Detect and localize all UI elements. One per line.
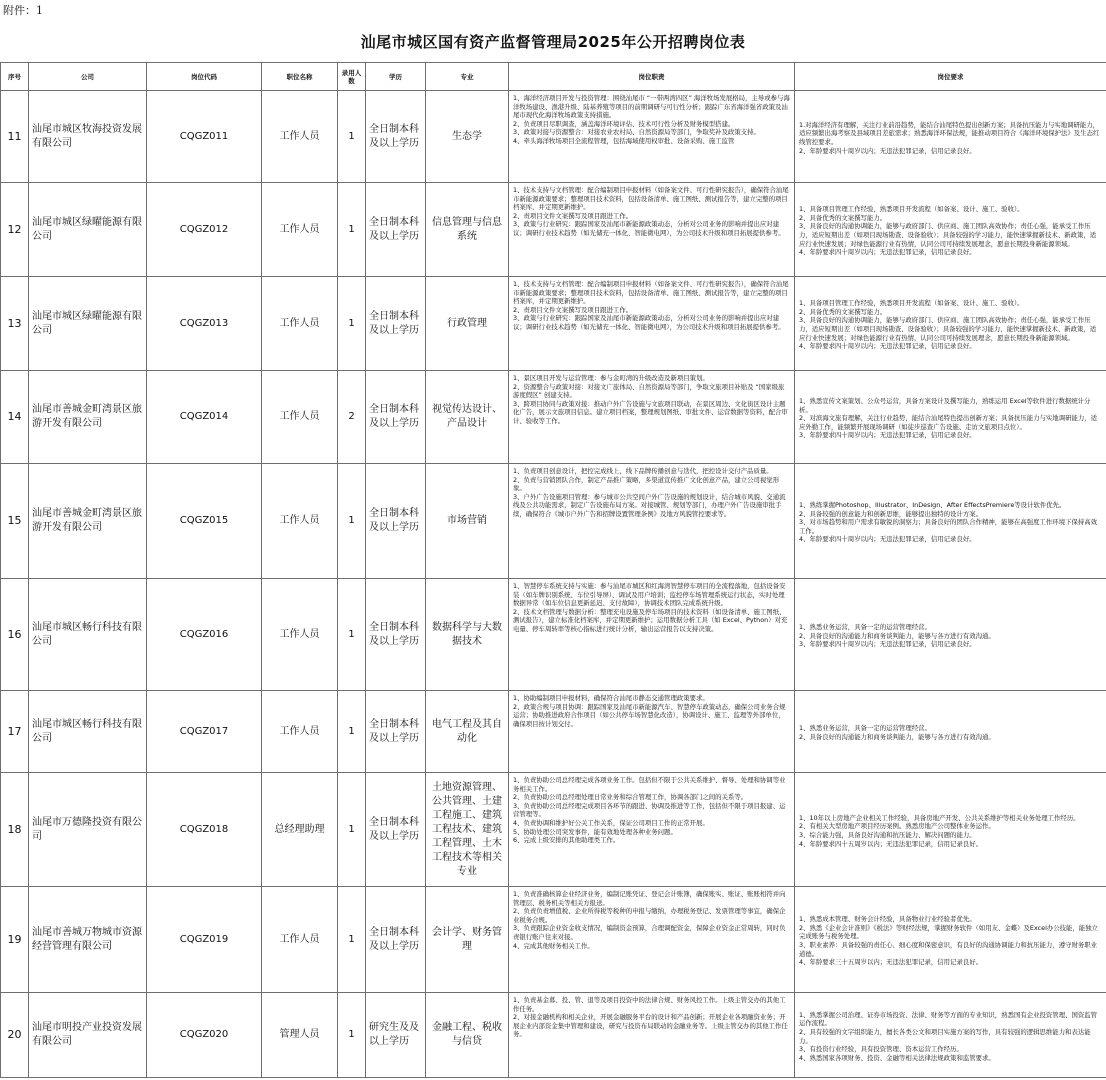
col-header-duties: 岗位职责 <box>509 63 795 91</box>
row-number: 11 <box>1 91 29 183</box>
education-cell: 全日制本科及以上学历 <box>366 691 426 773</box>
row-number: 14 <box>1 371 29 464</box>
hire-count-cell: 2 <box>338 371 366 464</box>
company-cell: 汕尾市城区畅行科技有限公司 <box>29 691 147 773</box>
education-cell: 全日制本科及以上学历 <box>366 579 426 691</box>
table-row <box>1 993 1106 1078</box>
education-cell: 全日制本科及以上学历 <box>366 464 426 579</box>
attachment-label: 附件：1 <box>3 4 43 17</box>
requirements-cell: 1、熟练掌握Photoshop、Illustrator、InDesign、After EffectsPremiere等设计软件优先。 2、具备较强的创意能力和创新思维，能够提出独特的设计方案。 3、对市场趋势和用户需求有敏锐的洞察力；具备良好的团队合作精神，能够在高强度工作环境下保持高效工作。 4、年龄要求四十周岁以内；无违法犯罪记录，信用记录良好。 <box>795 464 1106 579</box>
requirements-cell: 1、具备项目管理工作经验，熟悉项目开发流程（如备案、设计、施工、验收）。 2、具备优秀的文案撰写能力。 3、具备良好的沟通协调能力，能够与政府部门、供应商、施工团队高效协作；责任心强，能承受工作压力，适应短期出差（如项目现场勘查、设备验收）；具备较强的学习能力，能快速掌握新技术、新政策，适应行业快速发展；对绿色能源行业有热情，认同公司可持续发展理念，愿意长期投身新能源领域。 4、年龄要求四十周岁以内；无违法犯罪记录，信用记录良好。 <box>795 277 1106 371</box>
education-cell: 全日制本科及以上学历 <box>366 183 426 277</box>
position-name-cell: 工作人员 <box>262 579 338 691</box>
company-cell: 汕尾市明投产业投资发展有限公司 <box>29 993 147 1078</box>
position-code-cell: CQGZ011 <box>147 91 262 183</box>
col-header-code: 岗位代码 <box>147 63 262 91</box>
table-header-row <box>1 63 1106 91</box>
duties-cell: 1、协助编制项目申报材料，确保符合汕尾市静态交通管理政策要求。 2、政策合规与项目协调：跟踪国家及汕尾市新能源汽车、智慧停车政策动态，确保公司业务合规运营；协助推进政府合作项目（如公共停车场智慧化改造），协调设计、施工、监理等外部单位，确保项目按计划交付。 <box>509 691 795 773</box>
position-name-cell: 工作人员 <box>262 464 338 579</box>
table-row <box>1 371 1106 464</box>
col-header-count: 录用人数 <box>338 63 366 91</box>
row-number: 12 <box>1 183 29 277</box>
requirements-cell: 1.对海洋经济有理解，关注行业前沿趋势，能结合汕尾特色提出创新方案；具备抗压能力与实地调研能力，适应频繁出海考察及县域项目差旅需求；熟悉海洋环保法规，能推动项目符合《海洋环境保护法》及生态红线管控要求。 2、年龄要求四十周岁以内；无违法犯罪记录，信用记录良好。 <box>795 91 1106 183</box>
row-number: 16 <box>1 579 29 691</box>
page-title: 汕尾市城区国有资产监督管理局2025年公开招聘岗位表 <box>360 33 746 51</box>
table-row <box>1 91 1106 183</box>
col-header-no: 序号 <box>1 63 29 91</box>
duties-cell: 1、负责准确核算企业经济业务，编制记账凭证、登记会计账簿，确保账实、账证、账账相符并向管理层、税务机关等相关方报送。 2、负责负责增值税、企业所得税等税种的申报与缴纳，办理税务登记、发票管理等事宜，确保企业税务合规。 3、负责跟踪企业资金收支情况，编制资金预算，合理调配资金，保障企业资金正常周转，同时负责银行账户往来对接。 4、完成其他财务相关工作。 <box>509 887 795 993</box>
col-header-major: 专业 <box>426 63 509 91</box>
education-cell: 全日制本科及以上学历 <box>366 91 426 183</box>
major-cell: 视觉传达设计、产品设计 <box>426 371 509 464</box>
education-cell: 研究生及及以上学历 <box>366 993 426 1078</box>
company-cell: 汕尾市城区绿曜能源有限公司 <box>29 183 147 277</box>
company-cell: 汕尾市善城万物城市资源经营管理有限公司 <box>29 887 147 993</box>
row-number: 15 <box>1 464 29 579</box>
col-header-position: 职位名称 <box>262 63 338 91</box>
position-name-cell: 工作人员 <box>262 887 338 993</box>
education-cell: 全日制本科及以上学历 <box>366 371 426 464</box>
table-row <box>1 887 1106 993</box>
education-cell: 全日制本科及以上学历 <box>366 887 426 993</box>
company-cell: 汕尾市城区畅行科技有限公司 <box>29 579 147 691</box>
position-code-cell: CQGZ019 <box>147 887 262 993</box>
major-cell: 电气工程及其自动化 <box>426 691 509 773</box>
position-code-cell: CQGZ016 <box>147 579 262 691</box>
requirements-cell: 1、熟悉掌握公司治理、证券市场投资、法律、财务等方面的专业知识，熟悉国有企业投资管理、国资监管运作流程。 2、具有较强的文字组织能力，擅长各类公文和项目实施方案的写作，具有较强的逻辑思维能力和表达能力。 3、有投资行业经验，具有投资管理、资本运营工作经历。 4、熟悉国家各项财务、投资、金融等相关法律法规政策和监管要求。 <box>795 993 1106 1078</box>
position-name-cell: 管理人员 <box>262 993 338 1078</box>
position-code-cell: CQGZ017 <box>147 691 262 773</box>
table-row <box>1 183 1106 277</box>
major-cell: 市场营销 <box>426 464 509 579</box>
position-name-cell: 工作人员 <box>262 691 338 773</box>
position-code-cell: CQGZ015 <box>147 464 262 579</box>
position-code-cell: CQGZ012 <box>147 183 262 277</box>
requirements-cell: 1、熟悉宣传文案策划、公众号运营，具备方案设计及撰写能力，熟练运用 Excel等软件进行数据统计分析。 2、对滨海文旅有理解，关注行业趋势，能结合汕尾特色提出创新方案；具备抗压能力与实地调研能力，适应外勤工作，能频繁开展现场调研（如徒步巡查广告设施、走访文旅项目点位）。 3、年龄要求四十周岁以内；无违法犯罪记录，信用记录良好。 <box>795 371 1106 464</box>
duties-cell: 1、负责基金募、投、管、退等及项目投资中的法律合规、财务风控工作。上级主管交办的其他工作任务。 2、对接金融机构和相关企业，开展金融服务平台的设计和产品创新；开展企业各项融资业务；开展企业内部资金集中管理和建设，研究与投资布局联动的金融业务等。上级主管交办的其他工作任务。 <box>509 993 795 1078</box>
major-cell: 生态学 <box>426 91 509 183</box>
requirements-cell: 1、熟悉成本管理、财务会计经验，具备物业行业经验者优先。 2、熟悉《企业会计准则》《税法》等财经法规，掌握财务软件（如用友、金蝶）及Excel办公技能，能独立完成账务与税务处理。 3、职业素养：具备较强的责任心、细心度和保密意识，有良好的沟通协调能力和抗压能力，遵守财务职业道德。 4、年龄要求三十五周岁以内；无违法犯罪记录，信用记录良好。 <box>795 887 1106 993</box>
table-row <box>1 277 1106 371</box>
hire-count-cell: 1 <box>338 579 366 691</box>
major-cell: 数据科学与大数据技术 <box>426 579 509 691</box>
requirements-cell: 1、熟悉业务运营，具备一定的运营管理经营。 2、具备良好的沟通能力和商务谈判能力，能够与各方进行有效沟通。 <box>795 691 1106 773</box>
hire-count-cell: 1 <box>338 277 366 371</box>
position-code-cell: CQGZ018 <box>147 773 262 887</box>
row-number: 19 <box>1 887 29 993</box>
table-row <box>1 579 1106 691</box>
position-code-cell: CQGZ020 <box>147 993 262 1078</box>
table-row <box>1 464 1106 579</box>
hire-count-cell: 1 <box>338 183 366 277</box>
duties-cell: 1、负责协助公司总经理完成各项业务工作。包括但不限于公共关系维护、督导、处理和协调等业务相关工作。 2、负责协助公司总经理处理日常业务和综合管理工作，协调各部门之间的关系等。 3、负责协助公司总经理完成项目各环节的跟进、协调及推进等工作，包括但不限于项目报建、运营管理等。 4、负责协调和维护好公关工作关系，保证公司项目工作的正常开展。 5、协助处理公司突发事件，能有效地处理各种业务问题。 6、完成上级安排的其他助理类工作。 <box>509 773 795 887</box>
row-number: 17 <box>1 691 29 773</box>
col-header-requirements: 岗位要求 <box>795 63 1106 91</box>
major-cell: 金融工程、税收与信贷 <box>426 993 509 1078</box>
position-code-cell: CQGZ014 <box>147 371 262 464</box>
position-name-cell: 工作人员 <box>262 183 338 277</box>
major-cell: 会计学、财务管理 <box>426 887 509 993</box>
row-number: 20 <box>1 993 29 1078</box>
duties-cell: 1、技术支持与文档管理：配合编制项目申报材料（如备案文件、可行性研究报告），确保符合汕尾市新能源政策要求；整理项目技术资料，包括设备清单、施工图纸、测试报告等，建立完整的项目档案库，并定期更新维护。 2、责项目文件文案撰写及项目跟进工作。 3、政策与行业研究：跟踪国家及汕尾市新能源政策动态，分析对公司业务的影响并提出应对建议；调研行业技术趋势（如光储充一体化、智能微电网），为公司技术升级和项目拓展提供参考。 <box>509 277 795 371</box>
position-code-cell: CQGZ013 <box>147 277 262 371</box>
duties-cell: 1、智慧停车系统支持与实施：参与汕尾市城区和红海湾智慧停车项目的全流程落地，包括设备安装（如车牌识别系统、车位引导屏）、调试及用户培训；监控停车场管理系统运行状态，实时处理数据异常（如车位信息更新延迟、支付故障），协调技术团队完成系统升级。 2、技术文档管理与数据分析：整理充电设施及停车场项目的技术资料（如设备清单、施工图纸、测试报告），建立标准化档案库，并定期更新维护；运用数据分析工具（如 Excel、Python）对充电量、停车周转率等核心指标进行统计分析，输出运营报告以支持决策。 <box>509 579 795 691</box>
hire-count-cell: 1 <box>338 464 366 579</box>
table-row <box>1 773 1106 887</box>
education-cell: 全日制本科及以上学历 <box>366 773 426 887</box>
hire-count-cell: 1 <box>338 91 366 183</box>
major-cell: 行政管理 <box>426 277 509 371</box>
position-name-cell: 工作人员 <box>262 91 338 183</box>
requirements-cell: 1、熟悉业务运营，具备一定的运营管理经营。 2、具备良好的沟通能力和商务谈判能力，能够与各方进行有效沟通。 3、年龄要求四十周岁以内；无违法犯罪记录，信用记录良好。 <box>795 579 1106 691</box>
requirements-cell: 1、具备项目管理工作经验，熟悉项目开发流程（如备案、设计、施工、验收）。 2、具备优秀的文案撰写能力。 3、具备良好的沟通协调能力，能够与政府部门、供应商、施工团队高效协作；责任心强，能承受工作压力，适应短期出差（如项目现场勘查、设备验收）；具备较强的学习能力，能快速掌握新技术、新政策，适应行业快速发展；对绿色能源行业有热情，认同公司可持续发展理念，愿意长期投身新能源领域。 4、年龄要求四十周岁以内；无违法犯罪记录，信用记录良好。 <box>795 183 1106 277</box>
duties-cell: 1、负责项目创意设计，把控完成线上、线下品牌传播创意与迭代，把控设计交付产品质量。 2、负责与营销团队合作，制定产品推广策略，多渠道宣传推广文化创意产品，建立公司视觉形象。 3、户外广告设施项目管理：参与城市公共空间户外广告设施的规划设计，结合城市风貌、交通流线及公共功能需求，制定广告设施布局方案。对接城管、规划等部门，办理户外广告设施审批手续，确保符合《城市户外广告和招牌设置管理条例》及地方风貌管控要求等。 <box>509 464 795 579</box>
education-cell: 全日制本科及以上学历 <box>366 277 426 371</box>
col-header-company: 公司 <box>29 63 147 91</box>
company-cell: 汕尾市城区牧海投资发展有限公司 <box>29 91 147 183</box>
position-name-cell: 工作人员 <box>262 277 338 371</box>
position-name-cell: 工作人员 <box>262 371 338 464</box>
duties-cell: 1、景区项目开发与运营管理：参与金町湾的升级改造及新项目策划。 2、资源整合与政策对接：对接文广旅体局、自然资源局等部门，争取文旅项目补贴及 “国家级旅游度假区” 创建支持。 3、跨项目协同与政策对接：推动户外广告设施与文旅项目联动，在景区周边、文化街区设计主题化广告，展示文旅项目信息。建立项目档案，整理规划图纸、审批文件、运营数据等资料，配合审计、验收等工作。 <box>509 371 795 464</box>
hire-count-cell: 1 <box>338 773 366 887</box>
company-cell: 汕尾市万德隆投资有限公司 <box>29 773 147 887</box>
major-cell: 信息管理与信息系统 <box>426 183 509 277</box>
row-number: 13 <box>1 277 29 371</box>
hire-count-cell: 1 <box>338 887 366 993</box>
duties-cell: 1、海洋经济项目开发与投资管理：围绕汕尾市 “一带两湾四区” 海洋牧场发展格局，主导或参与海洋牧场建设、渔港升级、陆基养殖等项目的前期调研与可行性分析；跟踪广东省海洋强省政策及汕尾市现代化海洋牧场政策支持措施。 2、负责项目尽职调查，涵盖海洋环境评估、技术可行性分析及财务模型搭建。 3、政策对接与资源整合：对接农业农村局、自然资源局等部门，争取奖补及政策支持。 4、牵头海洋牧场项目全流程管理，包括海域使用权审批、设备采购、施工监管 <box>509 91 795 183</box>
position-name-cell: 总经理助理 <box>262 773 338 887</box>
company-cell: 汕尾市善城金町湾景区旅游开发有限公司 <box>29 464 147 579</box>
row-number: 18 <box>1 773 29 887</box>
company-cell: 汕尾市善城金町湾景区旅游开发有限公司 <box>29 371 147 464</box>
col-header-education: 学历 <box>366 63 426 91</box>
recruitment-table <box>0 62 1106 1078</box>
hire-count-cell: 1 <box>338 691 366 773</box>
company-cell: 汕尾市城区绿曜能源有限公司 <box>29 277 147 371</box>
major-cell: 土地资源管理、公共管理、土建工程施工、建筑工程技术、建筑工程管理、土木工程技术等相关专业 <box>426 773 509 887</box>
duties-cell: 1、技术支持与文档管理：配合编制项目申报材料（如备案文件、可行性研究报告），确保符合汕尾市新能源政策要求；整理项目技术资料，包括设备清单、施工图纸、测试报告等，建立完整的项目档案库，并定期更新维护。 2、责项目文件文案撰写及项目跟进工作。 3、政策与行业研究：跟踪国家及汕尾市新能源政策动态，分析对公司业务的影响并提出应对建议；调研行业技术趋势（如光储充一体化、智能微电网），为公司技术升级和项目拓展提供参考。 <box>509 183 795 277</box>
hire-count-cell: 1 <box>338 993 366 1078</box>
table-row <box>1 691 1106 773</box>
requirements-cell: 1、10年以上房地产企业相关工作经验，具备房地产开发、公共关系维护等相关业务处理工作经历。 2、有相关大型房地产项目经历案例。熟悉房地产公司整体业务运作。 3、综合能力强，具备良好沟通和抗压能力、解决问题的能力。 4、年龄要求四十五周岁以内；无违法犯罪记录，信用记录良好。 <box>795 773 1106 887</box>
